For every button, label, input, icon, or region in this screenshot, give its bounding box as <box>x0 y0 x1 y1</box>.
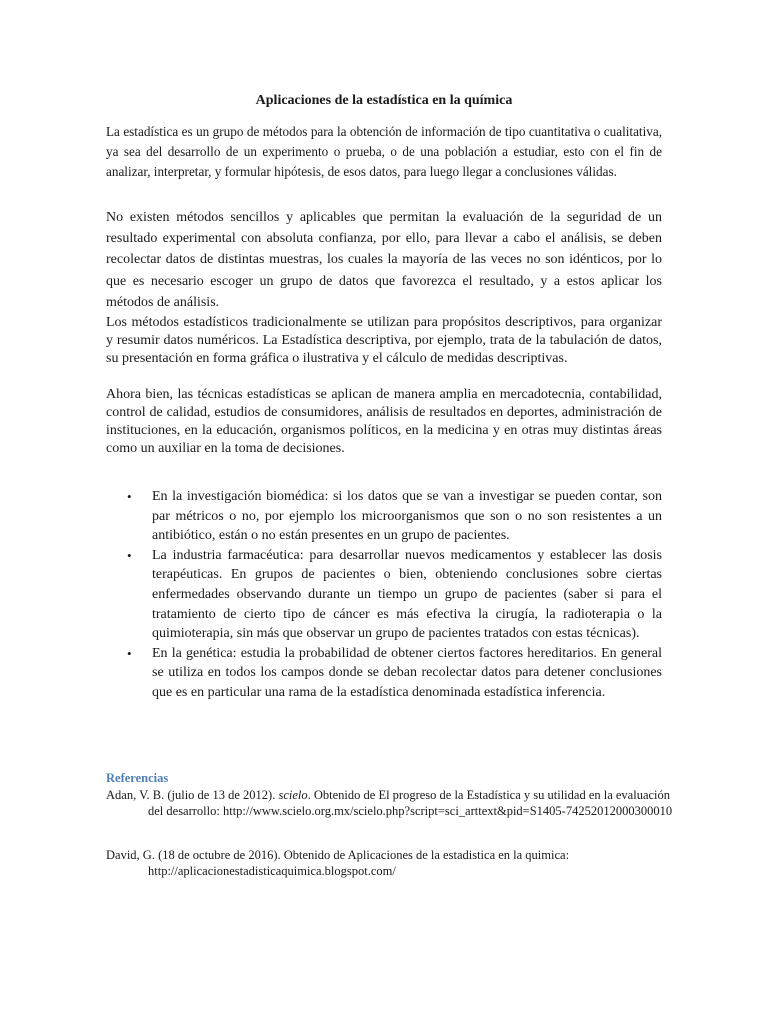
reference-text: Adan, V. B. (julio de 13 de 2012). <box>106 788 279 802</box>
bullet-item-farmaceutica <box>110 546 662 644</box>
reference-text: David, G. (18 de octubre de 2016). Obtenido de Aplicaciones de la estadistica en la quimica: http://aplicacionestadisticaquimica.blogspot.com/ <box>106 848 570 878</box>
bullet-list <box>110 487 662 703</box>
bullet-dot: • <box>127 547 132 563</box>
bullet-dot: • <box>127 645 132 661</box>
bullet-item-biomedica <box>110 487 662 546</box>
reference-source-italic: scielo <box>278 788 308 802</box>
references-heading: Referencias <box>106 771 169 785</box>
paragraph-intro: La estadística es un grupo de métodos para la obtención de información de tipo cuantitativa o cualitativa, ya sea del desarrollo de un experimento o prueba, o de una población a estudiar, esto con el fin de analizar, interpretar, y formular hipótesis, de esos datos, para luego llegar a conclusiones válidas. <box>106 124 662 180</box>
paragraph-applications: Ahora bien, las técnicas estadísticas se aplican de manera amplia en mercadotecnia, contabilidad, control de calidad, estudios de consumidores, análisis de resultados en deportes, administración de instituciones, en la educación, organismos políticos, en la medicina y en otras muy distintas áreas como un auxiliar en la toma de decisiones. <box>106 387 662 456</box>
bullet-text: La industria farmacéutica: para desarrollar nuevos medicamentos y establecer las dosis terapéuticas. En grupos de pacientes o bien, obteniendo conclusiones sobre ciertas enfermedades observando durante un tiempo un grupo de pacientes (saber si para el tratamiento de cierto tipo de cáncer es más efectiva la cirugía, la radioterapia o la quimioterapia, sin más que observar un grupo de pacientes tratados con estas técnicas). <box>152 547 662 642</box>
bullet-item-genetica <box>110 644 662 703</box>
reference-entry <box>106 847 688 879</box>
reference-entry <box>106 787 688 819</box>
bullet-text: En la genética: estudia la probabilidad de obtener ciertos factores hereditarios. En general se utiliza en todos los campos donde se deban recolectar datos para detener conclusiones que es en particular una rama de la estadística denominada estadística inferencia. <box>152 645 662 700</box>
reference-text-continued: . Obtenido de El progreso de la Estadística y su utilidad en la evaluación del desarrollo: http://www.scielo.org.mx/scielo.php?script=sci_arttext&pid=S1405-74252012000300010 <box>148 788 673 818</box>
document-title: Aplicaciones de la estadística en la química <box>255 93 513 108</box>
paragraph-descriptive: Los métodos estadísticos tradicionalmente se utilizan para propósitos descriptivos, para organizar y resumir datos numéricos. La Estadística descriptiva, por ejemplo, trata de la tabulación de datos, su presentación en forma gráfica o ilustrativa y el cálculo de medidas descriptivas. <box>106 315 662 366</box>
paragraph-methods: No existen métodos sencillos y aplicables que permitan la evaluación de la seguridad de un resultado experimental con absoluta confianza, por ello, para llevar a cabo el análisis, se deben recolectar datos de distintas muestras, los cuales la mayoría de las veces no son idénticos, por lo que es necesario escoger un grupo de datos que favorezca el resultado, y a estos aplicar los métodos de análisis. <box>106 210 662 310</box>
bullet-text: En la investigación biomédica: si los datos que se van a investigar se pueden contar, son par métricos o no, por ejemplo los microorganismos que son o no son resistentes a un antibiótico, están o no están presentes en un grupo de pacientes. <box>152 489 662 544</box>
bullet-dot: • <box>127 489 132 504</box>
